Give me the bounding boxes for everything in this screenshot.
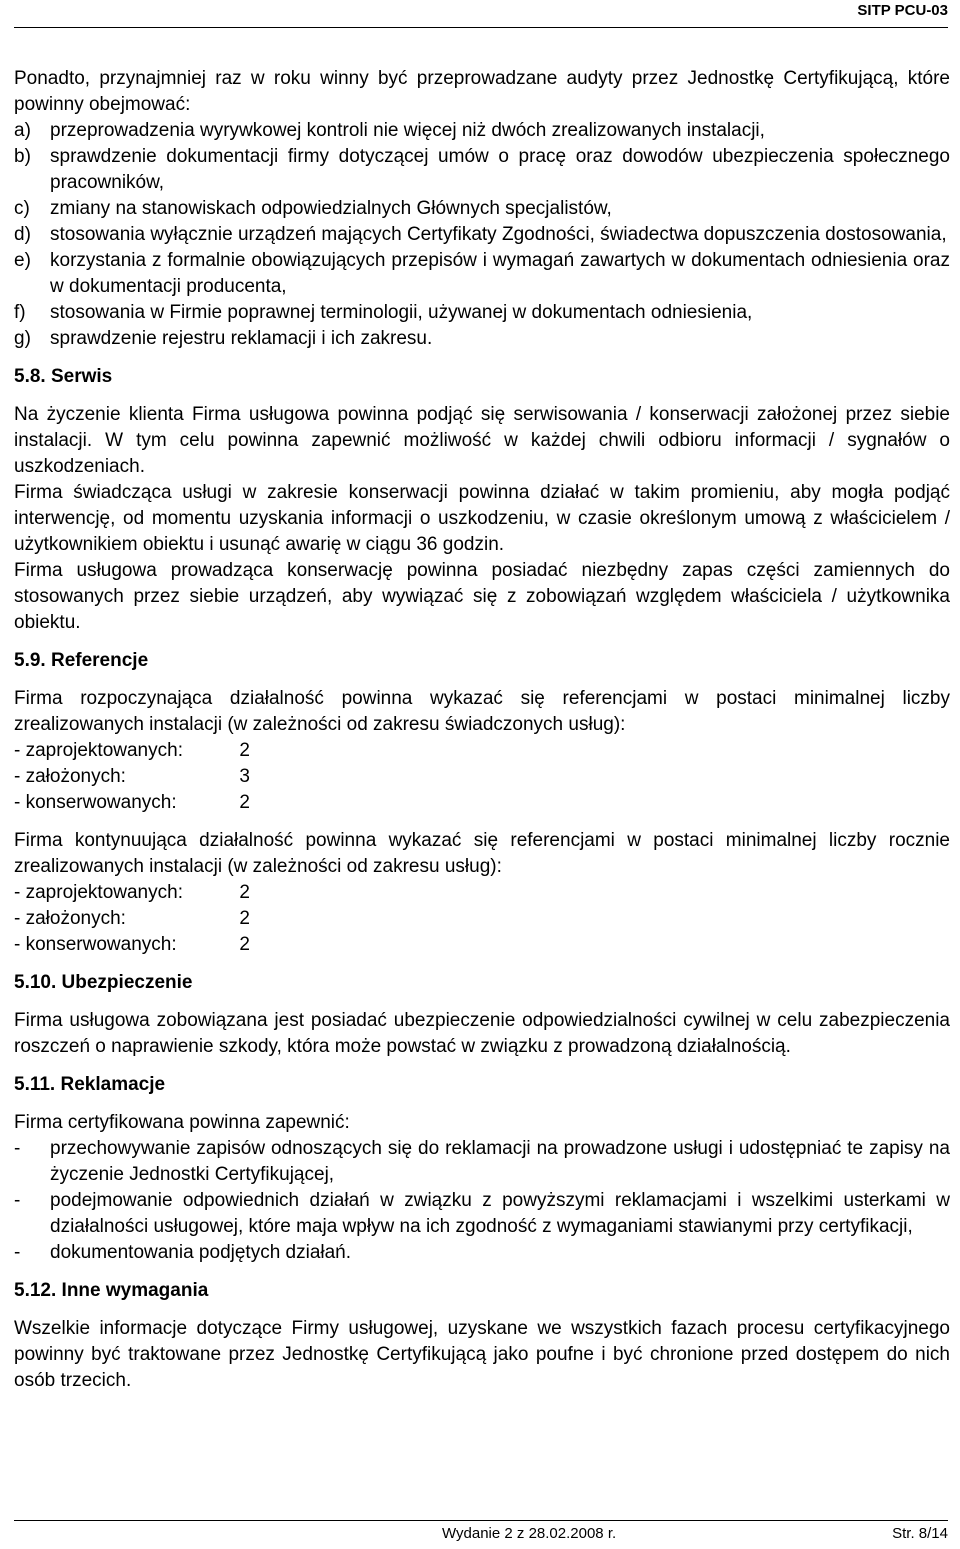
list-item-text: przechowywanie zapisów odnoszących się do reklamacji na prowadzone usługi i udostępniać te zapisy na życzenie Jednostki Certyfikującej,	[50, 1138, 950, 1185]
ref-value: 2	[239, 882, 250, 903]
paragraph: Firma świadcząca usługi w zakresie konserwacji powinna działać w takim promieniu, aby mogła podjąć interwencję, od momentu uzyskania informacji o uszkodzeniu, w czasie określonym umową z właścicielem / użytkownikiem obiektu i usunąć awarię w ciągu 36 godzin.	[14, 482, 950, 555]
list-item-text: podejmowanie odpowiednich działań w związku z powyższymi reklamacjami i wszelkimi usterkami w działalności usługowej, które maja wpływ na ich zgodność z wymaganiami stawianymi przy certyfikacji,	[50, 1190, 950, 1237]
list-item	[14, 248, 950, 300]
spacer	[14, 816, 950, 828]
list-item	[14, 906, 950, 932]
list-item-text: dokumentowania podjętych działań.	[50, 1242, 352, 1263]
ref-value: 2	[239, 908, 250, 929]
list-item	[14, 738, 950, 764]
ref-label: - zaprojektowanych:	[14, 740, 183, 761]
paragraph: Na życzenie klienta Firma usługowa powinna podjąć się serwisowania / konserwacji założonej przez siebie instalacji. W tym celu powinna zapewnić możliwość w każdej chwili odbioru informacji / sygnałów o uszkodzeniach.	[14, 404, 950, 477]
paragraph: Firma certyfikowana powinna zapewnić:	[14, 1112, 350, 1133]
list-item-text: sprawdzenie dokumentacji firmy dotyczącej umów o pracę oraz dowodów ubezpieczenia społecznego pracowników,	[50, 146, 950, 193]
edition-info: Wydanie 2 z 28.02.2008 r.	[442, 1525, 617, 1542]
list-item-text: korzystania z formalnie obowiązujących przepisów i wymagań zawartych w dokumentach odniesienia oraz w dokumentacji producenta,	[50, 250, 950, 297]
page-footer	[14, 1520, 948, 1542]
ref-label: - konserwowanych:	[14, 934, 177, 955]
ref-value: 2	[239, 792, 250, 813]
document-code: SITP PCU-03	[857, 2, 948, 19]
list-item-label: b)	[14, 146, 31, 167]
list-item	[14, 300, 950, 326]
complaints-list	[14, 1136, 950, 1266]
section-heading-ubezpieczenie: 5.10. Ubezpieczenie	[14, 972, 193, 993]
ref-label: - zaprojektowanych:	[14, 882, 183, 903]
list-item-text: zmiany na stanowiskach odpowiedzialnych Głównych specjalistów,	[50, 198, 612, 219]
reference-list-continuing	[14, 880, 950, 958]
list-item	[14, 1136, 950, 1188]
ref-value: 2	[239, 740, 250, 761]
ref-label: - konserwowanych:	[14, 792, 177, 813]
section-heading-inne-wymagania: 5.12. Inne wymagania	[14, 1280, 209, 1301]
ref-label: - założonych:	[14, 766, 126, 787]
list-item-text: stosowania wyłącznie urządzeń mających Certyfikaty Zgodności, świadectwa dopuszczenia dostosowania,	[50, 224, 947, 245]
list-item	[14, 764, 950, 790]
list-item	[14, 196, 950, 222]
paragraph: Firma usługowa zobowiązana jest posiadać ubezpieczenie odpowiedzialności cywilnej w celu zabezpieczenia roszczeń o naprawienie szkody, która może powstać w związku z prowadzoną działalnością.	[14, 1010, 950, 1057]
list-item	[14, 1240, 950, 1266]
ref-label: - założonych:	[14, 908, 126, 929]
audit-list	[14, 118, 950, 352]
paragraph: Wszelkie informacje dotyczące Firmy usługowej, uzyskane we wszystkich fazach procesu certyfikacyjnego powinny być traktowane przez Jednostkę Certyfikującą jako poufne i być chronione przed dostępem do nich osób trzecich.	[14, 1318, 950, 1391]
paragraph: Firma rozpoczynająca działalność powinna wykazać się referencjami w postaci minimalnej liczby zrealizowanych instalacji (w zależności od zakresu świadczonych usług):	[14, 688, 950, 735]
list-item	[14, 326, 950, 352]
list-item-label: -	[14, 1242, 21, 1263]
list-item-text: przeprowadzenia wyrywkowej kontroli nie więcej niż dwóch zrealizowanych instalacji,	[50, 120, 765, 141]
section-heading-reklamacje: 5.11. Reklamacje	[14, 1074, 166, 1095]
list-item-label: d)	[14, 224, 31, 245]
document-body	[14, 66, 950, 1394]
list-item-label: f)	[14, 302, 26, 323]
page-number: Str. 8/14	[892, 1525, 948, 1542]
list-item	[14, 790, 950, 816]
list-item	[14, 1188, 950, 1240]
ref-value: 3	[239, 766, 250, 787]
list-item	[14, 222, 950, 248]
audit-intro: Ponadto, przynajmniej raz w roku winny być przeprowadzane audyty przez Jednostkę Certyfikującą, które powinny obejmować:	[14, 68, 950, 115]
list-item-label: e)	[14, 250, 31, 271]
ref-value: 2	[239, 934, 250, 955]
reference-list-new	[14, 738, 950, 816]
list-item-text: sprawdzenie rejestru reklamacji i ich zakresu.	[50, 328, 433, 349]
list-item-text: stosowania w Firmie poprawnej terminologii, używanej w dokumentach odniesienia,	[50, 302, 753, 323]
list-item	[14, 118, 950, 144]
section-heading-referencje: 5.9. Referencje	[14, 650, 149, 671]
list-item-label: c)	[14, 198, 30, 219]
list-item-label: -	[14, 1190, 21, 1211]
list-item	[14, 880, 950, 906]
list-item-label: -	[14, 1138, 21, 1159]
paragraph: Firma usługowa prowadząca konserwację powinna posiadać niezbędny zapas części zamiennych do stosowanych przez siebie urządzeń, aby wywiązać się z zobowiązań względem właściciela / użytkownika obiektu.	[14, 560, 950, 633]
section-heading-serwis: 5.8. Serwis	[14, 366, 113, 387]
list-item-label: a)	[14, 120, 31, 141]
paragraph: Firma kontynuująca działalność powinna wykazać się referencjami w postaci minimalnej liczby rocznie zrealizowanych instalacji (w zależności od zakresu usług):	[14, 830, 950, 877]
page-header	[14, 0, 948, 28]
list-item-label: g)	[14, 328, 31, 349]
list-item	[14, 144, 950, 196]
list-item	[14, 932, 950, 958]
